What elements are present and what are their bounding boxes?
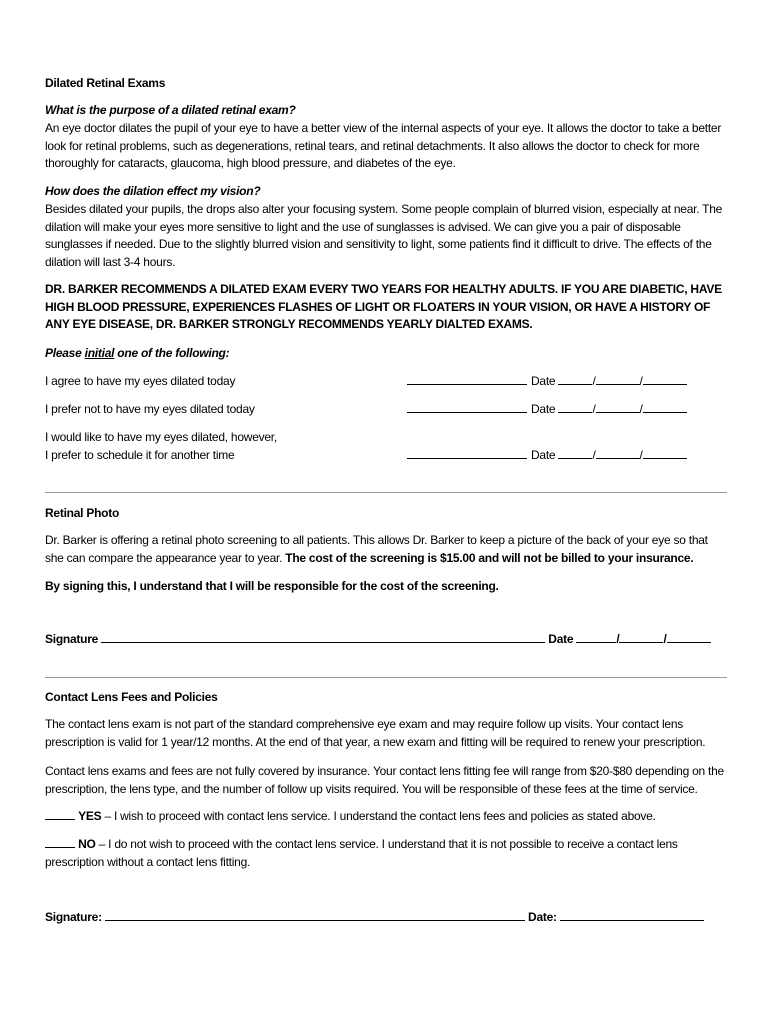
question-vision-effect: How does the dilation effect my vision? (45, 184, 261, 198)
date-month-field[interactable] (576, 631, 616, 643)
initial-field[interactable] (407, 401, 527, 413)
yes-text: – I wish to proceed with contact lens service. I understand the contact lens fees and policies as stated above. (101, 809, 656, 823)
date-year-field[interactable] (643, 447, 687, 459)
date-label: Date (548, 632, 574, 646)
date-year-field[interactable] (643, 401, 687, 413)
option-initial-date: Date / / (407, 401, 687, 419)
yes-initial-field[interactable] (45, 808, 75, 820)
date-year-field[interactable] (643, 373, 687, 385)
option-initial-date: Date / / (407, 373, 687, 391)
date-month-field[interactable] (558, 447, 592, 459)
option-initial-date: Date / / (407, 447, 687, 465)
recommendation-text: DR. BARKER RECOMMENDS A DILATED EXAM EVERY TWO YEARS FOR HEALTHY ADULTS. IF YOU ARE DIABETIC, HAVE HIGH BLOOD PRESSURE, EXPERIENCES FLASHES OF LIGHT OR FLOATERS IN YOUR VISION, OR HAVE A HISTORY OF ANY EYE DISEASE, DR. BARKER STRONGLY RECOMMENDS YEARLY DIALTED EXAMS. (45, 282, 722, 331)
signature-field[interactable] (101, 631, 545, 643)
contact-heading: Contact Lens Fees and Policies (45, 690, 218, 704)
option-no-dilate (45, 401, 705, 419)
date-label: Date (531, 402, 556, 416)
date-day-field[interactable] (596, 373, 640, 385)
section-divider (45, 677, 727, 678)
initial-field[interactable] (407, 373, 527, 385)
date-field[interactable] (560, 909, 704, 921)
yes-label: YES (78, 809, 102, 823)
photo-consent: By signing this, I understand that I will be responsible for the cost of the screening. (45, 579, 499, 593)
contact-no-option (45, 836, 725, 871)
option-label-line2: I prefer to schedule it for another time (45, 447, 235, 462)
option-label-line1: I would like to have my eyes dilated, however, (45, 430, 277, 444)
option-dilate-today (45, 373, 705, 391)
contact-signature-row (45, 909, 704, 927)
date-label: Date: (528, 910, 557, 924)
date-year-field[interactable] (667, 631, 711, 643)
date-month-field[interactable] (558, 373, 592, 385)
option-label: I prefer not to have my eyes dilated today (45, 402, 255, 416)
signature-field[interactable] (105, 909, 525, 921)
date-day-field[interactable] (596, 447, 640, 459)
signature-label: Signature: (45, 910, 102, 924)
answer-purpose: An eye doctor dilates the pupil of your eye to have a better view of the internal aspects of your eye. It allows the doctor to take a better look for retinal problems, such as degenerations, retinal tears, and retinal detachments. It also allows the doctor to check for more thoroughly for cataracts, glaucoma, high blood pressure, and diabetes of the eye. (45, 121, 722, 170)
signature-label: Signature (45, 632, 99, 646)
date-label: Date (531, 447, 556, 462)
date-label: Date (531, 374, 556, 388)
no-text: – I do not wish to proceed with the contact lens service. I understand that it is not possible to receive a contact lens prescription without a contact lens fitting. (45, 837, 678, 869)
dilated-heading: Dilated Retinal Exams (45, 76, 166, 90)
photo-description: Dr. Barker is offering a retinal photo screening to all patients. This allows Dr. Barker to keep a picture of the back of your eye so that she can compare the appearance year to year. The cost of the screening is $15.00 and will not be billed to your insurance. (45, 533, 708, 565)
option-schedule-later (45, 429, 705, 464)
section-divider (45, 492, 727, 493)
question-purpose: What is the purpose of a dilated retinal exam? (45, 103, 296, 117)
photo-heading: Retinal Photo (45, 506, 120, 520)
date-day-field[interactable] (596, 401, 640, 413)
photo-signature-row: Signature Date / / (45, 631, 711, 649)
contact-paragraph-1: The contact lens exam is not part of the standard comprehensive eye exam and may require follow up visits. Your contact lens prescription is valid for 1 year/12 months. At the end of that year, a new exam and fitting will be required to renew your prescription. (45, 717, 706, 749)
initial-instruction: Please initial one of the following: (45, 346, 230, 360)
contact-yes-option (45, 808, 725, 826)
answer-vision-effect: Besides dilated your pupils, the drops also alter your focusing system. Some people complain of blurred vision, especially at near. The dilation will make your eyes more sensitive to light and the use of sunglasses is advised. We can give you a pair of disposable sunglasses if needed. Due to the slightly blurred vision and sensitivity to light, some patients find it difficult to drive. The effects of the dilation will last 3-4 hours. (45, 202, 723, 269)
date-day-field[interactable] (619, 631, 663, 643)
initial-field[interactable] (407, 447, 527, 459)
no-initial-field[interactable] (45, 836, 75, 848)
contact-paragraph-2: Contact lens exams and fees are not fully covered by insurance. Your contact lens fitting fee will range from $20-$80 depending on the prescription, the lens type, and the number of follow up visits required. You will be responsible of these fees at the time of service. (45, 764, 724, 796)
no-label: NO (78, 837, 96, 851)
date-month-field[interactable] (558, 401, 592, 413)
option-label: I agree to have my eyes dilated today (45, 374, 236, 388)
